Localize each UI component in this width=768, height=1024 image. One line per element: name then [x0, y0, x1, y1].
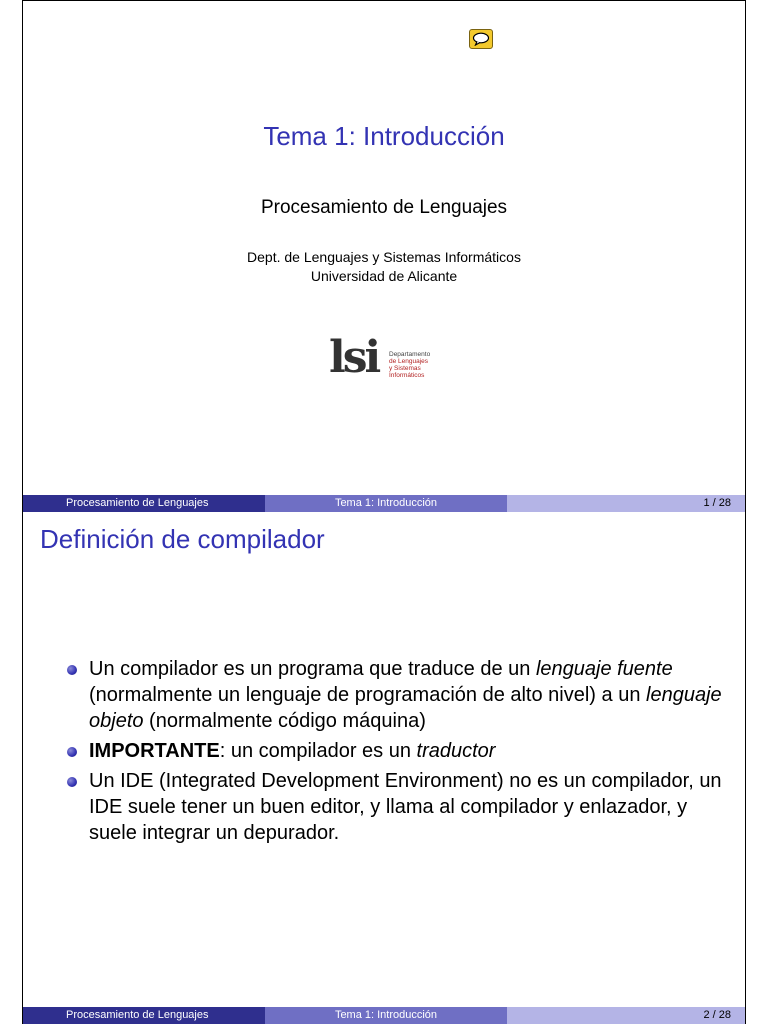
- logo-line-3: y Sistemas: [389, 365, 421, 372]
- footer-page-number: 2 / 28: [507, 1007, 745, 1024]
- bullet-text: (normalmente un lenguaje de programación de alto nivel) a un: [89, 684, 647, 706]
- logo-mark: lsi: [329, 332, 379, 383]
- lsi-logo: [329, 332, 441, 383]
- bullet-icon: [67, 665, 77, 675]
- bullet-icon: [67, 747, 77, 757]
- logo-line-1: Departamento: [389, 351, 431, 358]
- slide-title: Tema 1: Introducción: [263, 121, 505, 151]
- footer-page-number: 1 / 28: [507, 495, 745, 512]
- slide-footer: [23, 495, 745, 512]
- bullet-emphasis: lenguaje objeto: [89, 684, 722, 732]
- university-name: Universidad de Alicante: [310, 268, 458, 284]
- bullet-emphasis: lenguaje fuente: [535, 658, 673, 680]
- bullet-text: (normalmente código máquina): [143, 710, 426, 732]
- bullet-text: Un compilador es un programa que traduce de un: [89, 658, 536, 680]
- bullet-list: [63, 656, 728, 850]
- comment-note-icon[interactable]: [469, 29, 493, 49]
- slide-footer: [23, 1007, 745, 1024]
- frame-title: Definición de compilador: [40, 524, 325, 554]
- logo-text: [389, 351, 430, 379]
- bullet-text: Un IDE (Integrated Development Environment) no es un compilador, un IDE suele tener un buen editor, y llama al compilador y enlazador, y suele integrar un depurador.: [89, 770, 722, 844]
- footer-topic: Tema 1: Introducción: [265, 1007, 507, 1024]
- bullet-item: [63, 738, 728, 764]
- footer-topic: Tema 1: Introducción: [265, 495, 507, 512]
- bullet-emphasis: traductor: [416, 740, 496, 762]
- bullet-icon: [67, 777, 77, 787]
- bullet-item: [63, 768, 728, 846]
- logo-line-2: de Lenguajes: [389, 358, 429, 365]
- footer-course: Procesamiento de Lenguajes: [23, 495, 265, 512]
- bullet-text: : un compilador es un: [219, 740, 417, 762]
- department-name: Dept. de Lenguajes y Sistemas Informáticos: [247, 249, 521, 265]
- course-subtitle: Procesamiento de Lenguajes: [260, 197, 508, 218]
- institution: [23, 248, 745, 286]
- slide-1: [22, 0, 746, 512]
- slide-2: [22, 512, 746, 1024]
- bullet-item: [63, 656, 728, 734]
- footer-course: Procesamiento de Lenguajes: [23, 1007, 265, 1024]
- bullet-strong: IMPORTANTE: [89, 740, 220, 762]
- logo-line-4: Informáticos: [389, 372, 425, 379]
